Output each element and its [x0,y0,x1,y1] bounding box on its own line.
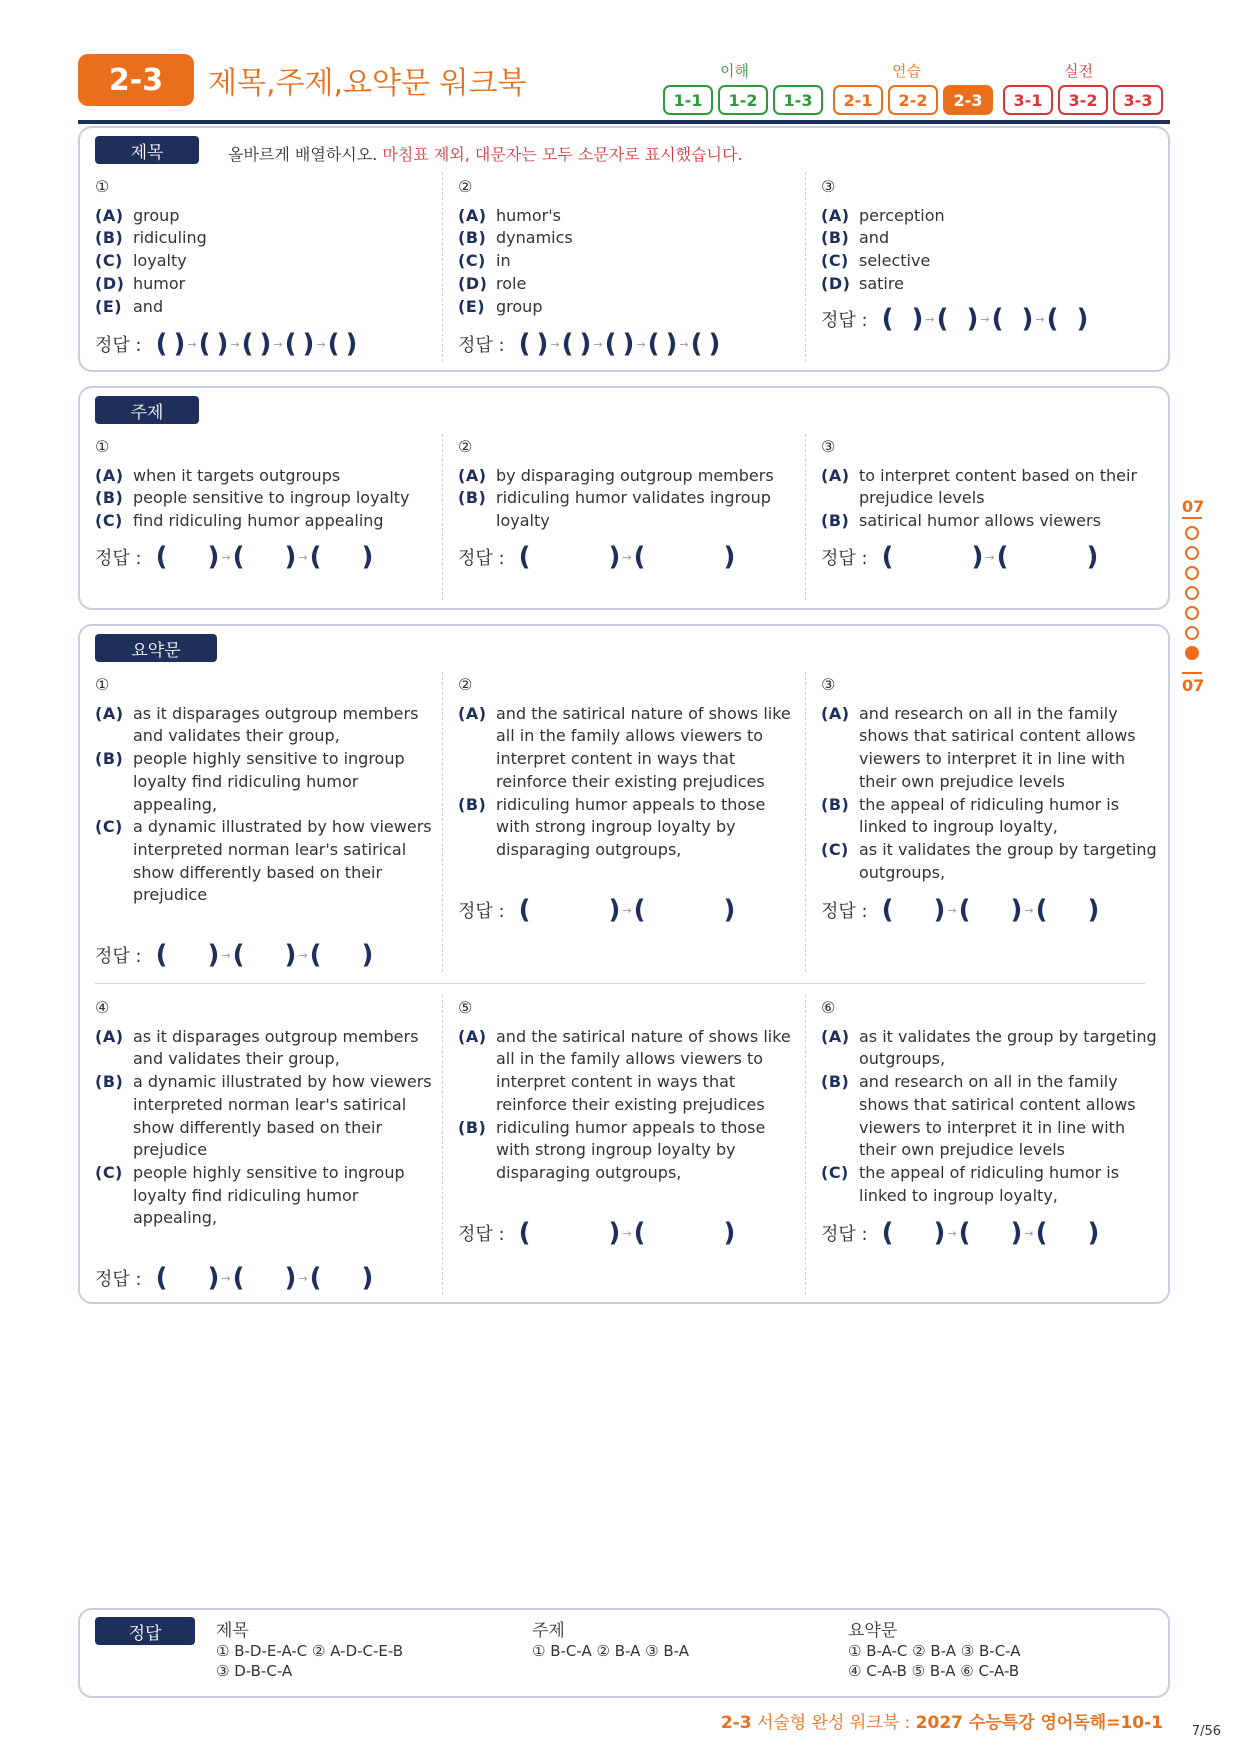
answer-blank[interactable]: ( ) [155,940,220,970]
row-divider [95,983,1145,984]
option-key: (A) [821,1026,850,1046]
option-item [458,487,798,532]
option-text: by disparaging outgroup members [496,465,774,485]
answer-blank[interactable]: ( ) [690,329,721,359]
side-rule [1182,672,1202,674]
answer-blank[interactable]: ( ) [633,542,736,572]
option-item [95,487,435,510]
title-answer-3[interactable] [821,306,1088,332]
option-item [821,794,1161,839]
option-item [95,510,435,533]
answer-blank[interactable]: ( ) [241,329,272,359]
stage-label-real: 실전 [1064,62,1093,80]
answer-blank[interactable]: ( ) [518,542,621,572]
option-key: (C) [95,1162,123,1182]
arrow-icon: → [273,337,283,351]
option-key: (B) [821,228,850,248]
answer-title-line2: ③ D-B-C-A [216,1662,293,1680]
option-text: humor [133,273,186,293]
answer-title-line1: ① B-D-E-A-C ② A-D-C-E-B [216,1642,404,1660]
column-divider [805,172,806,362]
progress-dot [1185,646,1199,660]
answer-blank[interactable]: ( ) [284,329,315,359]
arrow-icon: → [230,337,240,351]
option-key: (A) [95,703,124,723]
option-item [95,1026,435,1071]
arrow-icon: → [1024,903,1034,917]
answer-label: 정답 : [95,335,142,356]
answer-blank[interactable]: ( ) [518,895,621,925]
summary-question-4 [95,997,435,1230]
option-text: a dynamic illustrated by how viewers interpreted norman lear's satirical show differently based on their prejudice [133,1072,432,1160]
answer-blank[interactable]: ( ) [232,940,297,970]
progress-dot [1185,526,1199,540]
option-item [458,227,798,250]
arrow-icon: → [622,903,632,917]
arrow-icon: → [1024,1226,1034,1240]
stage-tab-3-3[interactable]: 3-3 [1113,85,1163,115]
answer-blank[interactable]: ( ) [1046,304,1089,334]
answer-blank[interactable]: ( ) [1035,1218,1100,1248]
option-item [95,465,435,488]
column-divider [805,434,806,600]
option-text: as it disparages outgroup members and validates their group, [133,703,419,746]
option-text: when it targets outgroups [133,465,341,485]
option-key: (A) [95,465,124,485]
option-key: (A) [458,205,487,225]
stage-tab-2-1[interactable]: 2-1 [833,85,883,115]
title-answer-2[interactable] [458,331,720,357]
topic-tag: 주제 [95,396,199,424]
option-key: (A) [95,1026,124,1046]
arrow-icon: → [636,337,646,351]
option-text: as it disparages outgroup members and validates their group, [133,1026,419,1069]
column-divider [442,672,443,972]
question-number: ① [95,177,110,196]
answer-blank[interactable]: ( ) [232,542,297,572]
option-text: and [859,228,890,248]
title-question-3 [821,176,1161,296]
arrow-icon: → [622,1226,632,1240]
option-text: the appeal of ridiculing humor is linked to ingroup loyalty, [859,794,1120,837]
answer-blank[interactable]: ( ) [881,1218,946,1248]
option-key: (B) [821,794,850,814]
option-text: in [496,251,511,271]
option-text: humor's [496,205,561,225]
option-key: (A) [95,205,124,225]
answer-topic-line1: ① B-C-A ② B-A ③ B-A [532,1642,689,1660]
option-text: and research on all in the family shows that satirical content allows viewers to interpret it in line with their own prejudice levels [859,1072,1136,1160]
option-text: loyalty [133,251,187,271]
title-question-2 [458,176,798,318]
option-item [458,250,798,273]
footer-code: 2-3 [720,1713,752,1733]
option-text: the appeal of ridiculing humor is linked to ingroup loyalty, [859,1162,1120,1205]
option-key: (B) [95,488,124,508]
topic-question-2 [458,436,798,533]
option-text: and [133,296,164,316]
option-text: group [496,296,543,316]
progress-dot [1185,626,1199,640]
option-key: (A) [458,465,487,485]
arrow-icon: → [1035,312,1045,326]
answer-label: 정답 : [458,335,505,356]
option-text: dynamics [496,228,573,248]
summary-answer-3[interactable] [821,897,1099,923]
question-number: ② [458,177,473,196]
answer-blank[interactable]: ( ) [881,542,984,572]
option-key: (B) [458,794,487,814]
summary-answer-2[interactable] [458,897,735,923]
title-answer-1[interactable] [95,331,357,357]
option-key: (E) [95,296,123,316]
arrow-icon: → [298,550,308,564]
option-key: (A) [458,703,487,723]
instruction-text: 올바르게 배열하시오. [228,145,378,164]
option-text: satirical humor allows viewers [859,511,1101,531]
option-item [821,1026,1161,1071]
arrow-icon: → [947,903,957,917]
answer-blank[interactable]: ( ) [198,329,229,359]
option-item [458,296,798,319]
stage-tab-1-1[interactable]: 1-1 [663,85,713,115]
topic-answer-3[interactable] [821,544,1098,570]
footer-text: 서술형 완성 워크북 : [751,1713,916,1733]
answer-blank[interactable]: ( ) [155,542,220,572]
option-key: (B) [95,749,124,769]
option-item [458,205,798,228]
question-number: ⑤ [458,998,473,1017]
option-text: and research on all in the family shows that satirical content allows viewers to interpret it in line with their own prejudice levels [859,703,1136,791]
option-item [458,1026,798,1117]
option-item [821,839,1161,884]
topic-question-3 [821,436,1161,533]
stage-label-understand: 이해 [720,62,749,80]
arrow-icon: → [622,550,632,564]
option-item [458,465,798,488]
answer-label: 정답 : [95,1269,142,1290]
option-item [95,748,435,816]
option-key: (D) [821,273,851,293]
answer-label: 정답 : [458,1224,505,1245]
stage-tab-2-3[interactable]: 2-3 [943,85,993,115]
stage-tab-1-3[interactable]: 1-3 [773,85,823,115]
summary-question-2 [458,674,798,862]
question-number: ⑥ [821,998,836,1017]
section-badge: 2-3 [78,54,194,106]
answer-blank[interactable]: ( ) [991,304,1034,334]
option-item [95,703,435,748]
arrow-icon: → [298,1271,308,1285]
answer-blank[interactable]: ( ) [633,895,736,925]
page-title: 제목,주제,요약문 워크북 [208,66,527,101]
option-item [821,227,1161,250]
option-item [821,1071,1161,1162]
option-key: (B) [821,1072,850,1092]
option-item [821,1162,1161,1207]
arrow-icon: → [947,1226,957,1240]
answer-topic-label: 주제 [532,1621,565,1641]
progress-dot [1185,546,1199,560]
instruction-note: 마침표 제외, 대문자는 모두 소문자로 표시했습니다. [382,145,743,164]
answer-blank[interactable]: ( ) [647,329,678,359]
answer-blank[interactable]: ( ) [1035,895,1100,925]
progress-dot [1185,606,1199,620]
stage-tab-3-2[interactable]: 3-2 [1058,85,1108,115]
summary-question-6 [821,997,1161,1207]
side-page-number-bottom: 07 [1182,676,1205,695]
answer-blank[interactable]: ( ) [604,329,635,359]
option-text: ridiculing [133,228,207,248]
arrow-icon: → [550,337,560,351]
answer-label: 정답 : [458,901,505,922]
option-item [821,273,1161,296]
option-item [95,1162,435,1230]
summary-question-3 [821,674,1161,884]
option-key: (C) [821,1162,849,1182]
answer-summary-line2: ④ C-A-B ⑤ B-A ⑥ C-A-B [848,1662,1020,1680]
option-text: group [133,205,180,225]
answer-label: 정답 : [95,548,142,569]
side-rule [1182,517,1202,519]
arrow-icon: → [221,1271,231,1285]
question-number: ① [95,437,110,456]
arrow-icon: → [985,550,995,564]
answer-blank[interactable]: ( ) [881,895,946,925]
option-text: and the satirical nature of shows like all in the family allows viewers to interpret content in ways that reinforce their existing prejudices [496,703,791,791]
answer-blank[interactable]: ( ) [155,329,186,359]
option-text: perception [859,205,945,225]
option-item [95,1071,435,1162]
column-divider [442,172,443,362]
column-divider [442,995,443,1295]
answer-label: 정답 : [821,548,868,569]
footer-book-title [721,1708,1163,1733]
option-text: a dynamic illustrated by how viewers interpreted norman lear's satirical show differently based on their prejudice [133,817,432,905]
option-text: selective [859,251,931,271]
option-item [95,250,435,273]
arrow-icon: → [593,337,603,351]
stage-tab-1-2[interactable]: 1-2 [718,85,768,115]
option-item [458,703,798,794]
answer-blank[interactable]: ( ) [309,1263,374,1293]
option-key: (C) [95,251,123,271]
side-page-number-top: 07 [1182,497,1205,516]
option-text: find ridiculing humor appealing [133,511,384,531]
option-item [821,465,1161,510]
option-key: (A) [821,465,850,485]
column-divider [805,672,806,972]
arrow-icon: → [679,337,689,351]
option-key: (E) [458,296,486,316]
option-text: people highly sensitive to ingroup loyalty find ridiculing humor appealing, [133,1162,405,1228]
answer-blank[interactable]: ( ) [309,940,374,970]
option-text: satire [859,273,904,293]
answer-blank[interactable]: ( ) [881,304,924,334]
option-item [95,296,435,319]
question-number: ② [458,675,473,694]
answer-blank[interactable]: ( ) [232,1263,297,1293]
answer-label: 정답 : [458,548,505,569]
column-divider [442,434,443,600]
option-text: ridiculing humor validates ingroup loyalty [496,488,771,531]
answer-title-label: 제목 [216,1621,249,1641]
option-item [95,227,435,250]
answer-blank[interactable]: ( ) [936,304,979,334]
title-question-1 [95,176,435,318]
answer-blank[interactable]: ( ) [958,895,1023,925]
option-item [458,794,798,862]
option-item [821,205,1161,228]
progress-dot [1185,566,1199,580]
option-key: (A) [821,205,850,225]
option-text: role [496,273,527,293]
arrow-icon: → [221,550,231,564]
question-number: ② [458,437,473,456]
arrow-icon: → [221,948,231,962]
stage-label-practice: 연습 [892,62,921,80]
option-item [95,205,435,228]
option-key: (D) [458,273,488,293]
answer-blank[interactable]: ( ) [518,1218,621,1248]
option-item [95,273,435,296]
answer-blank[interactable]: ( ) [996,542,1099,572]
answer-blank[interactable]: ( ) [327,329,358,359]
footer-book: 2027 수능특강 영어독해=10-1 [915,1713,1163,1733]
option-key: (A) [821,703,850,723]
option-key: (C) [95,511,123,531]
column-divider [805,995,806,1295]
topic-question-1 [95,436,435,533]
answer-blank[interactable]: ( ) [561,329,592,359]
option-item [821,250,1161,273]
answer-label: 정답 : [95,946,142,967]
question-number: ③ [821,177,836,196]
answer-blank[interactable]: ( ) [958,1218,1023,1248]
option-key: (A) [458,1026,487,1046]
summary-question-1 [95,674,435,907]
summary-tag: 요약문 [95,634,217,662]
option-key: (B) [458,1117,487,1137]
option-text: to interpret content based on their prejudice levels [859,465,1138,508]
option-key: (B) [95,1072,124,1092]
answer-blank[interactable]: ( ) [155,1263,220,1293]
option-item [821,510,1161,533]
question-number: ① [95,675,110,694]
option-key: (B) [821,511,850,531]
option-item [458,273,798,296]
arrow-icon: → [980,312,990,326]
option-key: (C) [821,839,849,859]
header-divider [78,120,1170,124]
title-tag: 제목 [95,136,199,164]
option-item [821,703,1161,794]
option-text: people sensitive to ingroup loyalty [133,488,410,508]
summary-answer-6[interactable] [821,1220,1099,1246]
answer-summary-label: 요약문 [848,1621,898,1641]
option-key: (C) [821,251,849,271]
question-number: ④ [95,998,110,1017]
option-key: (D) [95,273,125,293]
page-number: 7/56 [1191,1724,1221,1739]
option-text: as it validates the group by targeting outgroups, [859,1026,1157,1069]
option-item [95,816,435,907]
option-key: (B) [458,488,487,508]
option-text: people highly sensitive to ingroup loyalty find ridiculing humor appealing, [133,749,405,814]
option-text: ridiculing humor appeals to those with strong ingroup loyalty by disparaging outgroups, [496,794,766,859]
question-number: ③ [821,675,836,694]
arrow-icon: → [316,337,326,351]
title-instruction [228,142,743,165]
answer-label: 정답 : [821,901,868,922]
question-number: ③ [821,437,836,456]
answer-label: 정답 : [821,310,868,331]
answer-summary-line1: ① B-A-C ② B-A ③ B-C-A [848,1642,1021,1660]
progress-dot [1185,586,1199,600]
answer-blank[interactable]: ( ) [309,542,374,572]
summary-answer-1[interactable] [95,942,373,968]
answer-label: 정답 : [821,1224,868,1245]
option-key: (B) [95,228,124,248]
answer-blank[interactable]: ( ) [633,1218,736,1248]
option-text: ridiculing humor appeals to those with strong ingroup loyalty by disparaging outgroups, [496,1117,766,1182]
answer-blank[interactable]: ( ) [518,329,549,359]
answer-key-tag: 정답 [95,1617,195,1645]
summary-question-5 [458,997,798,1185]
option-key: (B) [458,228,487,248]
topic-answer-2[interactable] [458,544,735,570]
stage-tab-2-2[interactable]: 2-2 [888,85,938,115]
option-key: (C) [95,817,123,837]
option-item [458,1117,798,1185]
arrow-icon: → [187,337,197,351]
option-text: as it validates the group by targeting outgroups, [859,839,1157,882]
option-text: and the satirical nature of shows like all in the family allows viewers to interpret content in ways that reinforce their existing prejudices [496,1026,791,1114]
arrow-icon: → [925,312,935,326]
option-key: (C) [458,251,486,271]
stage-tab-3-1[interactable]: 3-1 [1003,85,1053,115]
summary-answer-4[interactable] [95,1265,373,1291]
arrow-icon: → [298,948,308,962]
topic-answer-1[interactable] [95,544,373,570]
summary-answer-5[interactable] [458,1220,735,1246]
